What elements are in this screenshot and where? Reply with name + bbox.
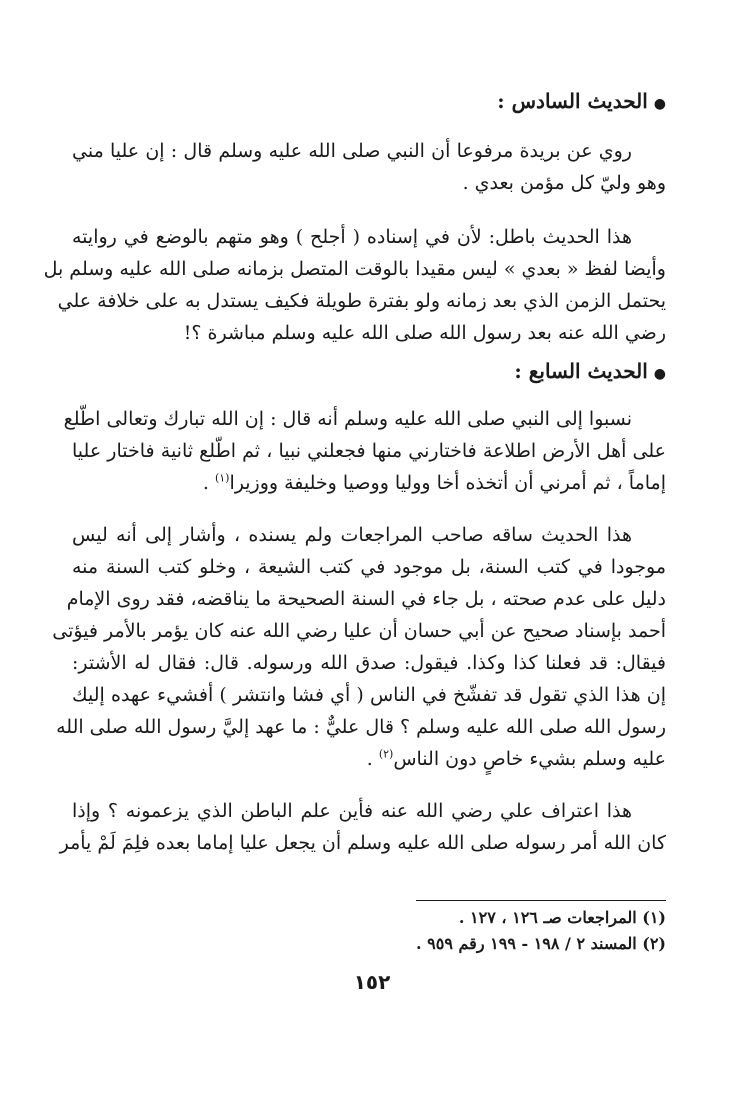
paragraph-line: يحتمل الزمن الذي بعد زمانه ولو بفترة طويلة فكيف يستدل به على خلافة علي — [57, 290, 666, 312]
paragraph-line: وهو وليّ كل مؤمن بعدي . — [462, 172, 666, 194]
footnote-divider — [416, 900, 666, 901]
paragraph-line: عليه وسلم بشيء خاصٍ دون الناس$^{(٢)}$ . — [366, 747, 666, 770]
paragraph-line: هذا اعتراف علي رضي الله عنه فأين علم الباطن الذي يزعمونه ؟ وإذا — [72, 800, 632, 822]
paragraph-line: هذا الحديث باطل: لأن في إسناده ( أجلح ) وهو متهم بالوضع في روايته — [72, 226, 632, 248]
paragraph-line: دليل على عدم صحته ، بل جاء في السنة الصحيحة ما يناقضه، فقد روى الإمام — [66, 588, 666, 610]
bullet-icon: ● — [653, 366, 666, 382]
paragraph-line: وأيضا لفظ « بعدي » ليس مقيدا بالوقت المتصل بزمانه صلى الله عليه وسلم بل — [43, 258, 666, 280]
paragraph-line: رسول الله صلى الله عليه وسلم ؟ قال عليٌّ : ما عهد إليَّ رسول الله صلى الله — [56, 716, 666, 738]
paragraph-line: هذا الحديث ساقه صاحب المراجعات ولم يسنده ، وأشار إلى أنه ليس — [72, 524, 632, 546]
paragraph-line: فيقال: قد فعلنا كذا وكذا. فيقول: صدق الله ورسوله. قال: فقال له الأشتر: — [72, 652, 666, 674]
paragraph-line: إن هذا الذي تقول قد تفشّخ في الناس ( أي فشا وانتشر ) أفشيء عهده إليك — [72, 684, 666, 706]
paragraph-line: كان الله أمر رسوله صلى الله عليه وسلم أن يجعل عليا إماما بعده فلِمَ لَمْ يأمر — [59, 832, 666, 854]
page-number: ١٥٢ — [353, 970, 391, 994]
paragraph-line: على أهل الأرض اطلاعة فاختارني منها فجعلني نبيا ، ثم اطّلع ثانية فاختار عليا — [72, 440, 666, 462]
bullet-icon: ● — [653, 96, 666, 112]
section-heading-hadith-6: ●الحديث السادس : — [497, 89, 666, 113]
paragraph-line: موجودا في كتب السنة، بل موجود في كتب الشيعة ، وخلو كتب السنة منه — [72, 556, 666, 578]
paragraph-line: روي عن بريدة مرفوعا أن النبي صلى الله عليه وسلم قال : إن عليا مني — [72, 140, 632, 162]
footnote-2: (٢) المسند ٢ / ١٩٨ - ١٩٩ رقم ٩٥٩ . — [416, 934, 666, 953]
footnote-marker: (١) — [214, 471, 230, 485]
paragraph-line: أحمد بإسناد صحيح عن أبي حسان أن عليا رضي الله عنه كان يؤمر بالأمر فيؤتى — [52, 620, 666, 642]
paragraph-line: إماماً ، ثم أمرني أن أتخذه أخا ووليا ووصيا وخليفة ووزيرا$^{(١)}$ . — [202, 471, 666, 494]
paragraph-line: رضي الله عنه بعد رسول الله صلى الله عليه وسلم مباشرة ؟! — [183, 322, 666, 344]
footnote-marker: (٢) — [378, 747, 394, 761]
footnote-1: (١) المراجعات صـ ١٢٦ ، ١٢٧ . — [458, 908, 666, 927]
paragraph-line: نسبوا إلى النبي صلى الله عليه وسلم أنه قال : إن الله تبارك وتعالى اطّلع — [63, 408, 632, 430]
section-heading-hadith-7: ●الحديث السابع : — [514, 359, 666, 383]
